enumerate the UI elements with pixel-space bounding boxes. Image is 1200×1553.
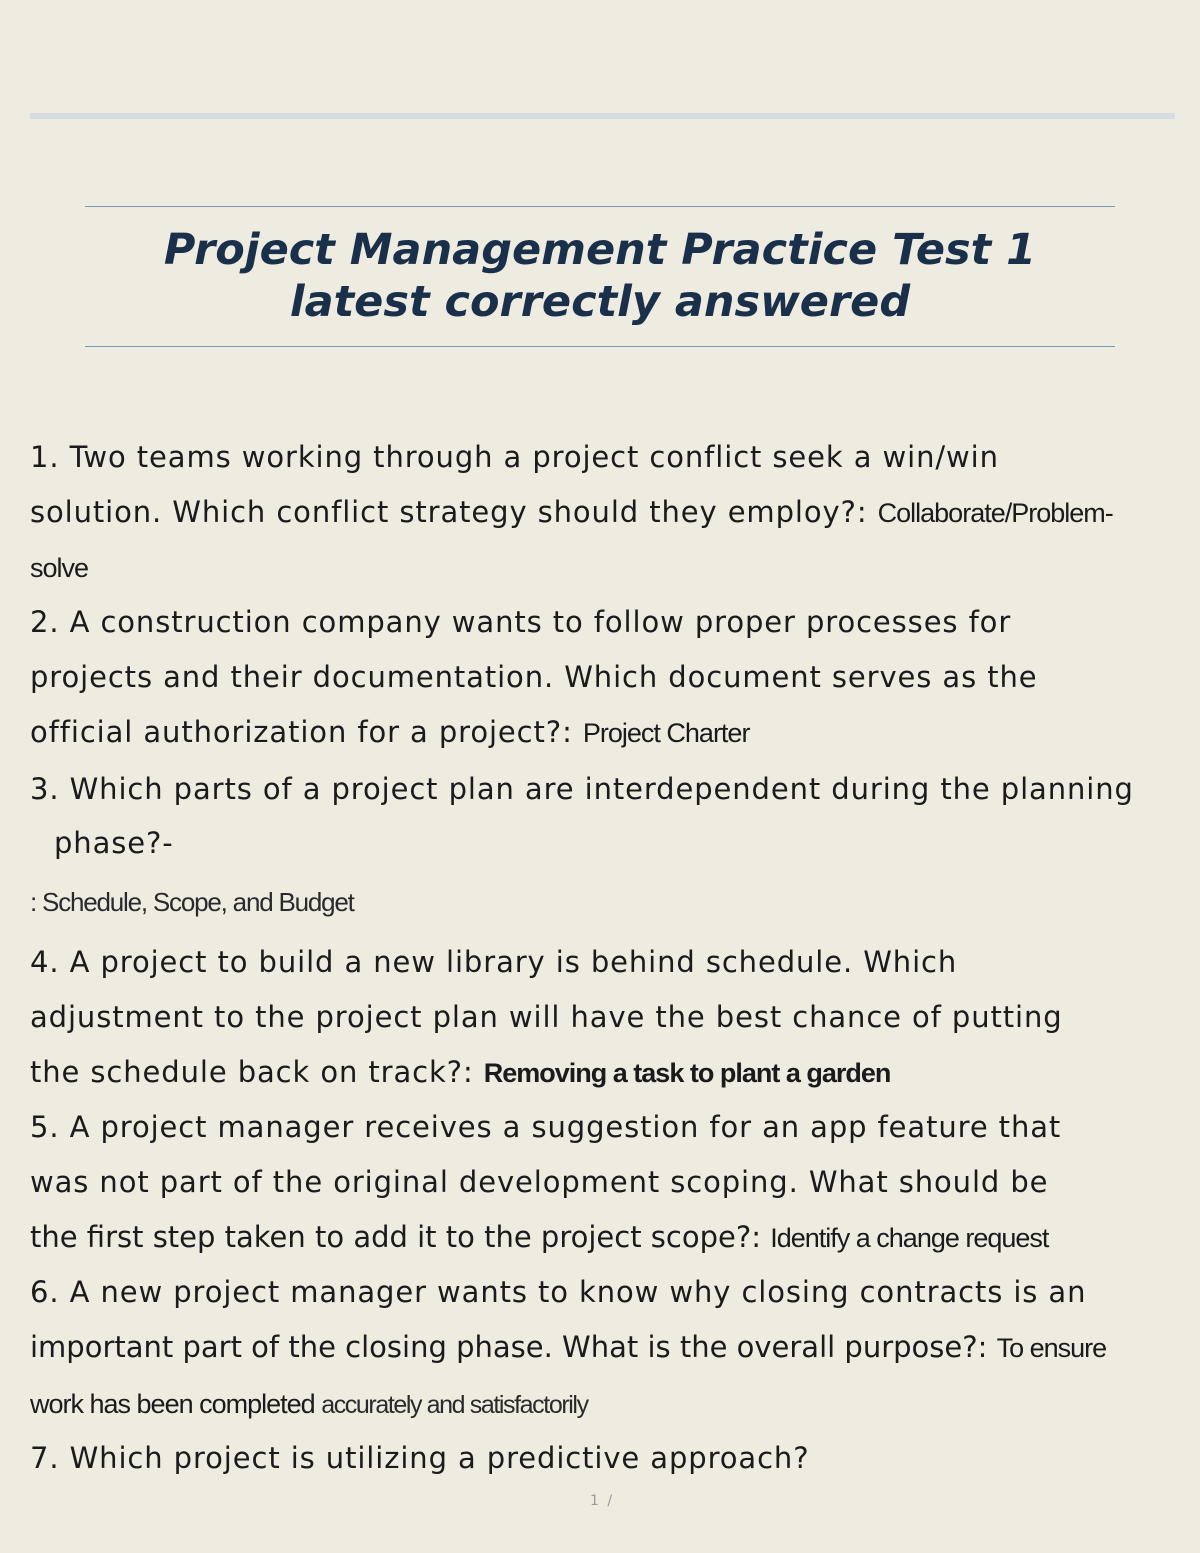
question-5-text: the first step taken to add it to the project scope?: [30,1220,771,1254]
question-3-line-1: 3. Which parts of a project plan are interdependent during the planning [30,772,1134,806]
answer-3: : Schedule, Scope, and Budget [30,887,354,917]
title-line-2: latest correctly answered [289,277,911,327]
question-2-text: official authorization for a project?: [30,715,583,749]
answer-5: Identify a change request [770,1223,1049,1253]
answer-1-tail: solve [30,553,89,583]
page-marker: 1 / [590,1493,615,1509]
answer-6-part-1: work has been completed [30,1389,322,1419]
question-7-line-1: 7. Which project is utilizing a predictive approach? [30,1441,810,1475]
question-6-line-1: 6. A new project manager wants to know why closing contracts is an [30,1275,1087,1309]
document-title [85,224,1115,328]
header-divider [30,113,1175,119]
question-5-line-2: was not part of the original development scoping. What should be [30,1165,1049,1199]
question-4-text: the schedule back on track?: [30,1055,484,1089]
answer-4: Removing a task to plant a garden [483,1058,891,1088]
answer-6-continued [30,1383,588,1425]
question-5-line-3 [30,1217,1048,1258]
answer-1-continued [30,547,88,588]
question-2-line-3 [30,712,749,753]
question-3-line-2: phase?- [54,826,174,860]
question-2-line-1: 2. A construction company wants to follow proper processes for [30,605,1012,639]
question-1-line-1: 1. Two teams working through a project conflict seek a win/win [30,440,999,474]
answer-2: Project Charter [582,718,750,748]
question-1-text: solution. Which conflict strategy should they employ?: [30,495,878,529]
answer-6-part-2: accurately and satisfactorily [321,1391,588,1419]
title-bottom-rule [85,346,1115,347]
question-6-text: important part of the closing phase. What is the overall purpose?: [30,1330,997,1364]
question-6-line-2 [30,1327,1106,1368]
question-4-line-3 [30,1052,890,1093]
question-1-line-2 [30,492,1113,533]
answer-6: To ensure [996,1333,1107,1363]
title-line-1: Project Management Practice Test 1 [163,225,1037,275]
question-4-line-1: 4. A project to build a new library is behind schedule. Which [30,945,958,979]
question-2-line-2: projects and their documentation. Which document serves as the [30,660,1038,694]
question-5-line-1: 5. A project manager receives a suggestion for an app feature that [30,1110,1062,1144]
question-4-line-2: adjustment to the project plan will have the best chance of putting [30,1000,1063,1034]
title-top-rule [85,206,1115,207]
answer-1: Collaborate/Problem- [877,498,1113,528]
